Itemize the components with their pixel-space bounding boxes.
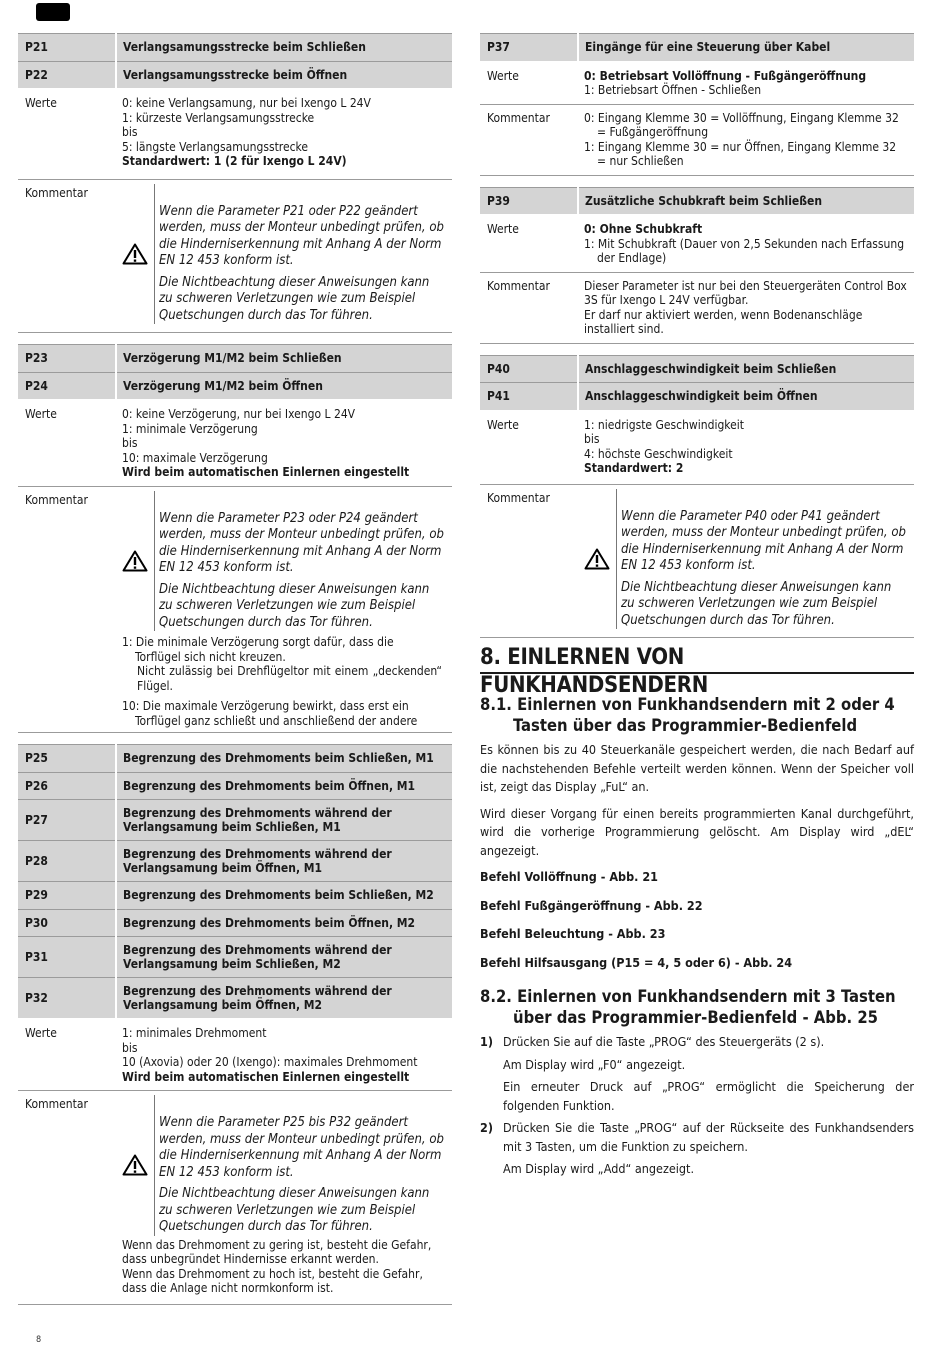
werte-line: 1: Betriebsart Öffnen - Schließen <box>584 83 762 97</box>
param-title: Verzögerung M1/M2 beim Öffnen <box>116 372 452 400</box>
step-paragraph: Am Display wird „F0“ angezeigt. <box>503 1056 686 1072</box>
werte-values <box>116 89 452 179</box>
param-table-p23-p24 <box>18 344 452 733</box>
kommentar-line: 0: Eingang Klemme 30 = Vollöffnung, Eingang Klemme 32 = Fußgängeröffnung <box>584 110 899 139</box>
warning-block <box>116 1095 446 1236</box>
command-line: Befehl Hilfsausgang (P15 = 4, 5 oder 6) - Abb. 24 <box>480 954 793 970</box>
param-header-row <box>18 34 452 62</box>
param-header-row <box>18 978 452 1020</box>
step-2 <box>480 1119 914 1183</box>
param-code: P21 <box>18 34 116 62</box>
step-paragraph: Am Display wird „Add“ angezeigt. <box>503 1161 695 1176</box>
step-paragraph: Drücken Sie die Taste „PROG“ auf der Rückseite des Funkhandsenders mit 3 Tasten, um die Funktion zu speichern. <box>503 1120 914 1154</box>
warning-triangle-icon <box>578 489 616 630</box>
kommentar-content <box>116 1091 452 1305</box>
kommentar-row <box>18 1091 452 1305</box>
paragraph: Es können bis zu 40 Steuerkanäle gespeichert werden, die nach Bedarf auf die nachstehenden Befehle verteilt werden können. Wenn der Speicher voll ist, zeigt das Display „FuL“ an. <box>480 742 914 794</box>
werte-line: 5: längste Verlangsamungsstrecke <box>122 139 309 154</box>
right-column <box>480 33 914 649</box>
step-text <box>503 1119 914 1183</box>
werte-label: Werte <box>18 400 116 486</box>
param-table-p39 <box>480 187 914 344</box>
param-header-row <box>480 34 914 62</box>
kommentar-notes <box>116 1238 446 1296</box>
param-header-row <box>18 372 452 400</box>
warning-paragraph: Wenn die Parameter P21 oder P22 geändert werden, muss der Monteur unbedingt prüfen, ob die Hinderniserkennung mit Anhang A der Norm EN 12 453 konform ist. <box>159 203 444 268</box>
param-header-row <box>18 800 452 841</box>
param-title: Begrenzung des Drehmoments während der Verlangsamung beim Öffnen, M1 <box>116 841 452 882</box>
left-column <box>18 33 452 1316</box>
werte-label: Werte <box>480 215 578 272</box>
note-line: 1: Die minimale Verzögerung sorgt dafür, dass die Torflügel sich nicht kreuzen. <box>122 635 394 664</box>
step-text <box>503 1033 914 1119</box>
werte-default: Standardwert: 1 (2 für Ixengo L 24V) <box>122 154 347 168</box>
param-table-p25-p32 <box>18 744 452 1305</box>
command-line: Befehl Fußgängeröffnung - Abb. 22 <box>480 897 703 913</box>
param-code: P32 <box>18 978 116 1020</box>
warning-paragraph: Die Nichtbeachtung dieser Anweisungen kann zu schweren Verletzungen wie zum Beispiel Quetschungen durch das Tor führen. <box>159 274 430 323</box>
werte-row <box>480 215 914 272</box>
werte-values <box>578 411 914 485</box>
section-title: 8. EINLERNEN VON FUNKHANDSENDERN <box>480 644 914 674</box>
step-number: 2) <box>480 1120 493 1135</box>
werte-line: 0: keine Verzögerung, nur bei Ixengo L 24V <box>122 407 356 421</box>
kommentar-content <box>578 104 914 175</box>
param-header-row <box>18 882 452 910</box>
param-code: P29 <box>18 882 116 910</box>
param-code: P24 <box>18 372 116 400</box>
param-title: Verlangsamungsstrecke beim Öffnen <box>116 61 452 89</box>
warning-paragraph: Wenn die Parameter P23 oder P24 geändert werden, muss der Monteur unbedingt prüfen, ob die Hinderniserkennung mit Anhang A der Norm EN 12 453 konform ist. <box>159 510 444 575</box>
param-code: P22 <box>18 61 116 89</box>
note-line: Wenn das Drehmoment zu gering ist, besteht die Gefahr, dass unbegründet Hindernisse erkannt werden. <box>122 1237 432 1266</box>
werte-values <box>116 400 452 486</box>
step-1 <box>480 1033 914 1119</box>
werte-line: 1: kürzeste Verlangsamungsstrecke <box>122 110 315 125</box>
werte-line: 10: maximale Verzögerung <box>122 450 268 465</box>
param-title: Begrenzung des Drehmoments während der Verlangsamung beim Schließen, M2 <box>116 937 452 978</box>
werte-default: Standardwert: 2 <box>584 461 684 475</box>
werte-label: Werte <box>18 89 116 179</box>
param-code: P25 <box>18 745 116 773</box>
werte-row <box>480 62 914 105</box>
note-line: Wenn das Drehmoment zu hoch ist, besteht die Gefahr, dass die Anlage nicht normkonform ist. <box>122 1266 423 1295</box>
werte-line: bis <box>122 125 138 139</box>
werte-row <box>18 400 452 486</box>
werte-row <box>18 1019 452 1091</box>
note-line: 10: Die maximale Verzögerung bewirkt, dass erst ein Torflügel ganz schließt und anschließend der andere <box>122 699 418 728</box>
werte-row <box>480 411 914 485</box>
warning-paragraph: Die Nichtbeachtung dieser Anweisungen kann zu schweren Verletzungen wie zum Beispiel Quetschungen durch das Tor führen. <box>159 1186 430 1234</box>
step-paragraph: Ein erneuter Druck auf „PROG“ ermöglicht die Speicherung der folgenden Funktion. <box>503 1079 914 1113</box>
param-code: P41 <box>480 383 578 411</box>
param-table-p40-p41 <box>480 355 914 639</box>
werte-values <box>116 1019 452 1091</box>
kommentar-row <box>480 484 914 638</box>
kommentar-label: Kommentar <box>18 1091 116 1305</box>
kommentar-row <box>480 104 914 175</box>
werte-line: 4: höchste Geschwindigkeit <box>584 446 733 461</box>
param-code: P37 <box>480 34 578 62</box>
param-code: P40 <box>480 355 578 383</box>
warning-paragraph: Die Nichtbeachtung dieser Anweisungen kann zu schweren Verletzungen wie zum Beispiel Quetschungen durch das Tor führen. <box>159 581 430 630</box>
param-title: Zusätzliche Schubkraft beim Schließen <box>578 187 914 215</box>
subsection-title: 8.1. Einlernen von Funkhandsendern mit 2 oder 4 Tasten über das Programmier-Bedienfeld <box>480 695 895 735</box>
werte-line: 1: niedrigste Geschwindigkeit <box>584 417 744 432</box>
paragraph: Wird dieser Vorgang für einen bereits programmierten Kanal durchgeführt, wird die vorherige Programmierung gelöscht. Am Display wird „dEL“ angezeigt. <box>480 805 914 858</box>
werte-values <box>578 215 914 272</box>
werte-line: bis <box>584 432 600 446</box>
warning-paragraph: Wenn die Parameter P25 bis P32 geändert werden, muss der Monteur unbedingt prüfen, ob die Hinderniserkennung mit Anhang A der Norm EN 12 453 konform ist. <box>159 1115 444 1180</box>
werte-line: 1: minimale Verzögerung <box>122 421 258 436</box>
section-body <box>480 694 914 1183</box>
werte-default: 0: Ohne Schubkraft <box>584 222 703 236</box>
warning-text <box>154 184 446 325</box>
command-line: Befehl Vollöffnung - Abb. 21 <box>480 869 658 884</box>
param-header-row <box>18 345 452 373</box>
werte-default: Wird beim automatischen Einlernen eingestellt <box>122 465 410 479</box>
step-number: 1) <box>480 1034 493 1049</box>
warning-triangle-icon <box>116 491 154 632</box>
werte-row <box>18 89 452 179</box>
param-title: Anschlaggeschwindigkeit beim Schließen <box>578 355 914 383</box>
werte-line: bis <box>122 1040 138 1055</box>
warning-paragraph: Wenn die Parameter P40 oder P41 geändert werden, muss der Monteur unbedingt prüfen, ob die Hinderniserkennung mit Anhang A der Norm EN 12 453 konform ist. <box>621 508 906 573</box>
step-paragraph: Drücken Sie auf die Taste „PROG“ des Steuergeräts (2 s). <box>503 1034 825 1049</box>
werte-default: 0: Betriebsart Vollöffnung - Fußgängeröffnung <box>584 68 867 83</box>
param-header-row <box>18 937 452 978</box>
param-title: Begrenzung des Drehmoments beim Schließen, M1 <box>116 745 452 773</box>
warning-triangle-icon <box>116 184 154 325</box>
subsection-title: 8.2. Einlernen von Funkhandsendern mit 3 Tasten über das Programmier-Bedienfeld - Abb. 25 <box>480 987 896 1027</box>
param-header-row <box>480 187 914 215</box>
kommentar-label: Kommentar <box>18 486 116 733</box>
param-code: P31 <box>18 937 116 978</box>
warning-text <box>154 1095 446 1236</box>
werte-default: Wird beim automatischen Einlernen eingestellt <box>122 1069 410 1084</box>
kommentar-notes <box>116 635 446 728</box>
werte-label: Werte <box>18 1019 116 1091</box>
param-title: Verzögerung M1/M2 beim Schließen <box>116 345 452 373</box>
param-header-row <box>18 909 452 937</box>
param-code: P39 <box>480 187 578 215</box>
warning-block <box>578 489 908 630</box>
warning-text <box>154 491 446 632</box>
werte-line: 10 (Axovia) oder 20 (Ixengo): maximales Drehmoment <box>122 1055 418 1069</box>
param-header-row <box>480 355 914 383</box>
param-code: P30 <box>18 909 116 937</box>
param-header-row <box>480 383 914 411</box>
param-header-row <box>18 61 452 89</box>
warning-paragraph: Die Nichtbeachtung dieser Anweisungen kann zu schweren Verletzungen wie zum Beispiel Quetschungen durch das Tor führen. <box>621 579 892 628</box>
param-title: Begrenzung des Drehmoments beim Schließen, M2 <box>116 882 452 910</box>
kommentar-row <box>480 272 914 343</box>
param-title: Begrenzung des Drehmoments beim Öffnen, M1 <box>116 772 452 800</box>
command-line: Befehl Beleuchtung - Abb. 23 <box>480 926 666 941</box>
werte-line: 0: keine Verlangsamung, nur bei Ixengo L 24V <box>122 96 371 110</box>
kommentar-content <box>116 179 452 333</box>
kommentar-row <box>18 179 452 333</box>
language-tab <box>36 3 70 21</box>
param-title: Begrenzung des Drehmoments während der Verlangsamung beim Schließen, M1 <box>116 800 452 841</box>
param-table-p21-p22 <box>18 33 452 333</box>
warning-block <box>116 491 446 632</box>
warning-block <box>116 184 446 325</box>
param-title: Eingänge für eine Steuerung über Kabel <box>578 34 914 62</box>
warning-text <box>616 489 908 630</box>
param-title: Begrenzung des Drehmoments beim Öffnen, M2 <box>116 909 452 937</box>
page-number: 8 <box>36 1335 42 1345</box>
werte-values <box>578 62 914 105</box>
kommentar-content <box>116 486 452 733</box>
werte-line: 1: Mit Schubkraft (Dauer von 2,5 Sekunden nach Erfassung der Endlage) <box>584 236 905 265</box>
param-header-row <box>18 772 452 800</box>
kommentar-line: 1: Eingang Klemme 30 = nur Öffnen, Eingang Klemme 32 = nur Schließen <box>584 139 897 168</box>
werte-label: Werte <box>480 62 578 105</box>
param-title: Begrenzung des Drehmoments während der Verlangsamung beim Öffnen, M2 <box>116 978 452 1020</box>
werte-line: bis <box>122 436 138 450</box>
kommentar-content <box>578 272 914 343</box>
kommentar-label: Kommentar <box>480 484 578 638</box>
kommentar-label: Kommentar <box>18 179 116 333</box>
kommentar-label: Kommentar <box>480 104 578 175</box>
param-title: Verlangsamungsstrecke beim Schließen <box>116 34 452 62</box>
param-header-row <box>18 841 452 882</box>
werte-label: Werte <box>480 411 578 485</box>
kommentar-line: Er darf nur aktiviert werden, wenn Bodenanschläge installiert sind. <box>584 307 863 336</box>
param-code: P28 <box>18 841 116 882</box>
werte-line: 1: minimales Drehmoment <box>122 1026 267 1040</box>
kommentar-content <box>578 484 914 638</box>
param-header-row <box>18 745 452 773</box>
param-title: Anschlaggeschwindigkeit beim Öffnen <box>578 383 914 411</box>
kommentar-row <box>18 486 452 733</box>
param-code: P26 <box>18 772 116 800</box>
note-line: Nicht zulässig bei Drehflügeltor mit einem „deckenden“ Flügel. <box>137 664 442 693</box>
kommentar-line: Dieser Parameter ist nur bei den Steuergeräten Control Box 3S für Ixengo L 24V verfügbar. <box>584 278 907 307</box>
warning-triangle-icon <box>116 1095 154 1236</box>
kommentar-label: Kommentar <box>480 272 578 343</box>
param-code: P23 <box>18 345 116 373</box>
param-table-p37 <box>480 33 914 176</box>
param-code: P27 <box>18 800 116 841</box>
